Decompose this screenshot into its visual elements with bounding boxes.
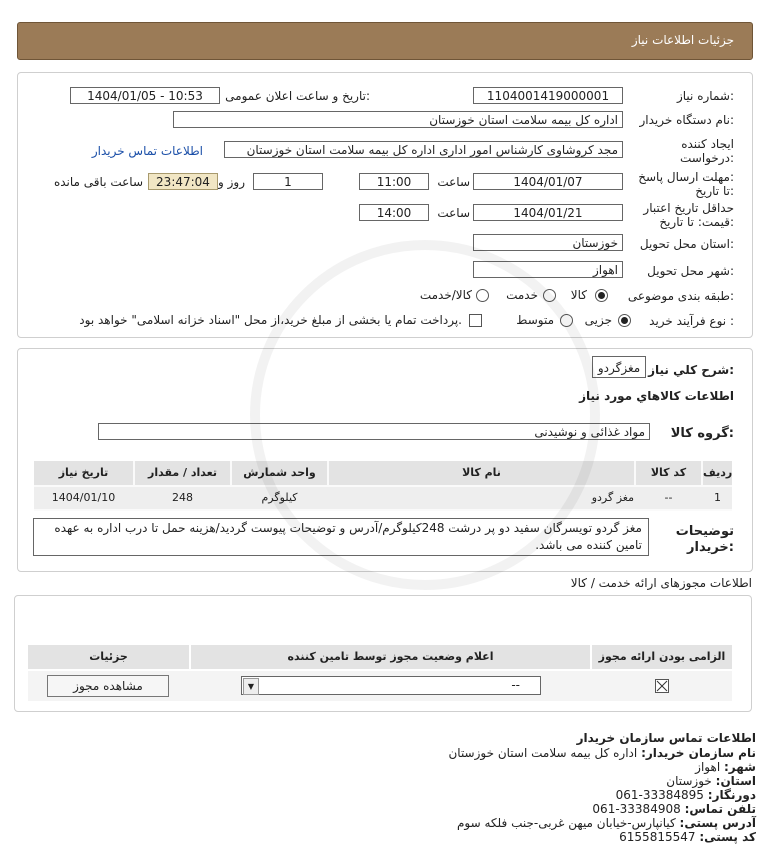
th-qty: تعداد / مقدار <box>135 461 230 485</box>
goods-group-field: مواد غذائی و نوشیدنی <box>98 423 650 440</box>
contact-fax-value: 061-33384895 <box>615 788 704 802</box>
cell-date: 1404/01/10 <box>51 491 116 504</box>
validity-date-field: 1404/01/21 <box>473 204 623 221</box>
th-row: ردیف <box>703 461 732 485</box>
contact-city-label: شهر: <box>724 760 756 774</box>
days-field: 1 <box>253 173 323 190</box>
reply-deadline-label-2: تا تاریخ: <box>695 184 734 198</box>
city-label: شهر محل تحویل: <box>647 264 734 278</box>
process-option-medium: متوسط <box>516 313 554 327</box>
process-radio-medium[interactable] <box>560 314 573 327</box>
contact-address-value: کیانپارس-خیابان میهن غربی-جنب فلکه سوم <box>456 816 676 830</box>
days-label: روز و <box>218 175 245 189</box>
th-permit-details: جزئیات <box>28 645 189 669</box>
goods-info-title: اطلاعات کالاهاي مورد نياز <box>579 389 734 403</box>
th-permit-required: الزامی بودن ارائه مجوز <box>592 645 732 669</box>
contact-phone-value: 061-33384908 <box>592 802 681 816</box>
process-option-minor: جزیی <box>584 313 612 327</box>
announce-label: تاریخ و ساعت اعلان عمومی: <box>225 89 370 103</box>
contact-province-line <box>666 774 756 788</box>
need-number-field: 1104001419000001 <box>473 87 623 104</box>
buyer-contact-link[interactable]: اطلاعات تماس خریدار <box>91 144 203 158</box>
cell-unit: کیلوگرم <box>261 491 298 504</box>
buyer-notes-label-2: خریدار: <box>687 540 734 555</box>
process-label: نوع فرآیند خرید : <box>649 314 734 328</box>
category-radio-both[interactable] <box>476 289 489 302</box>
summary-field: مغزگردو <box>592 356 646 378</box>
contact-address-line <box>457 816 756 830</box>
cell-qty: 248 <box>172 491 193 504</box>
cell-row: 1 <box>714 491 721 504</box>
city-field: اهواز <box>473 261 623 278</box>
category-option-both: کالا/خدمت <box>419 288 472 302</box>
contact-address-label: آدرس پستی: <box>679 816 756 830</box>
province-field: خوزستان <box>473 234 623 251</box>
th-unit: واحد شمارش <box>232 461 327 485</box>
permit-required-checkbox[interactable] <box>655 679 669 693</box>
treasury-checkbox[interactable] <box>469 314 482 327</box>
validity-label-1: حداقل تاریخ اعتبار <box>643 201 734 215</box>
contact-org-line <box>448 746 756 760</box>
contact-org-label: نام سازمان خریدار: <box>641 746 756 760</box>
contact-city-value: اهواز <box>695 760 721 774</box>
permit-status-value: -- <box>511 678 520 692</box>
chevron-down-icon: ▼ <box>243 678 259 695</box>
category-radio-service[interactable] <box>543 289 556 302</box>
buyer-org-label: نام دستگاه خریدار: <box>639 113 734 127</box>
creator-label-1: ایجاد کننده <box>681 137 734 151</box>
validity-label-2: قیمت: تا تاریخ: <box>659 215 734 229</box>
buyer-notes-field: مغز گردو تویسرگان سفید دو پر درشت 248کیلوگرم/آدرس و توضیحات پیوست گردید/هزینه حمل تا درب اداره به عهده تامین کننده می باشد. <box>33 518 649 556</box>
permit-status-select[interactable] <box>241 676 541 695</box>
contact-title: اطلاعات تماس سازمان خریدار <box>576 731 756 745</box>
buyer-notes-label-1: توضیحات <box>675 524 734 539</box>
remaining-time-label: ساعت باقی مانده <box>53 175 143 189</box>
th-name: نام کالا <box>329 461 634 485</box>
category-radio-goods[interactable] <box>595 289 608 302</box>
view-permit-button[interactable]: مشاهده مجوز <box>47 675 169 697</box>
process-radio-minor[interactable] <box>618 314 631 327</box>
cell-name: مغز گردو <box>591 491 634 504</box>
contact-postal-line <box>619 830 756 844</box>
contact-province-value: خوزستان <box>666 774 712 788</box>
contact-postal-value: 6155815547 <box>619 830 696 844</box>
contact-org-value: اداره کل بیمه سلامت استان خوزستان <box>448 746 638 760</box>
province-label: استان محل تحویل: <box>639 237 734 251</box>
remaining-time-field: 23:47:04 <box>148 173 218 190</box>
treasury-text: پرداخت تمام یا بخشی از مبلغ خرید،از محل "اسناد خزانه اسلامی" خواهد بود. <box>79 313 462 327</box>
announce-field: 1404/01/05 - 10:53 <box>70 87 220 104</box>
permits-title: اطلاعات مجوزهای ارائه خدمت / کالا <box>570 576 752 590</box>
page-header <box>17 22 753 60</box>
reply-time-field: 11:00 <box>359 173 429 190</box>
contact-city-line <box>695 760 756 774</box>
th-code: کد کالا <box>636 461 701 485</box>
contact-fax-line <box>616 788 756 802</box>
contact-phone-line <box>592 802 756 816</box>
reply-date-field: 1404/01/07 <box>473 173 623 190</box>
category-label: طبقه بندی موضوعی: <box>627 289 734 303</box>
summary-label: شرح کلي نياز: <box>648 363 734 377</box>
contact-province-label: استان: <box>715 774 756 788</box>
category-option-service: خدمت <box>506 288 538 302</box>
contact-postal-label: کد پستی: <box>699 830 756 844</box>
page-title: جزئیات اطلاعات نیاز <box>631 33 734 47</box>
th-permit-status: اعلام وضعیت مجوز توسط تامین کننده <box>191 645 590 669</box>
reply-deadline-label-1: مهلت ارسال پاسخ: <box>638 170 734 184</box>
buyer-org-field: اداره کل بیمه سلامت استان خوزستان <box>173 111 623 128</box>
need-number-label: شماره نیاز: <box>676 89 734 103</box>
reply-time-label: ساعت <box>437 175 470 189</box>
th-date: تاریخ نیاز <box>34 461 133 485</box>
contact-phone-label: تلفن تماس: <box>684 802 756 816</box>
contact-fax-label: دورنگار: <box>707 788 756 802</box>
table-row <box>34 487 732 509</box>
validity-time-label: ساعت <box>437 206 470 220</box>
creator-field: مجد کروشاوی کارشناس امور اداری اداره کل بیمه سلامت استان خوزستان <box>224 141 623 158</box>
cell-code: -- <box>664 491 673 504</box>
validity-time-field: 14:00 <box>359 204 429 221</box>
creator-label-2: درخواست: <box>680 151 734 165</box>
category-option-goods: کالا <box>570 288 587 302</box>
goods-group-label: گروه کالا: <box>670 426 734 441</box>
